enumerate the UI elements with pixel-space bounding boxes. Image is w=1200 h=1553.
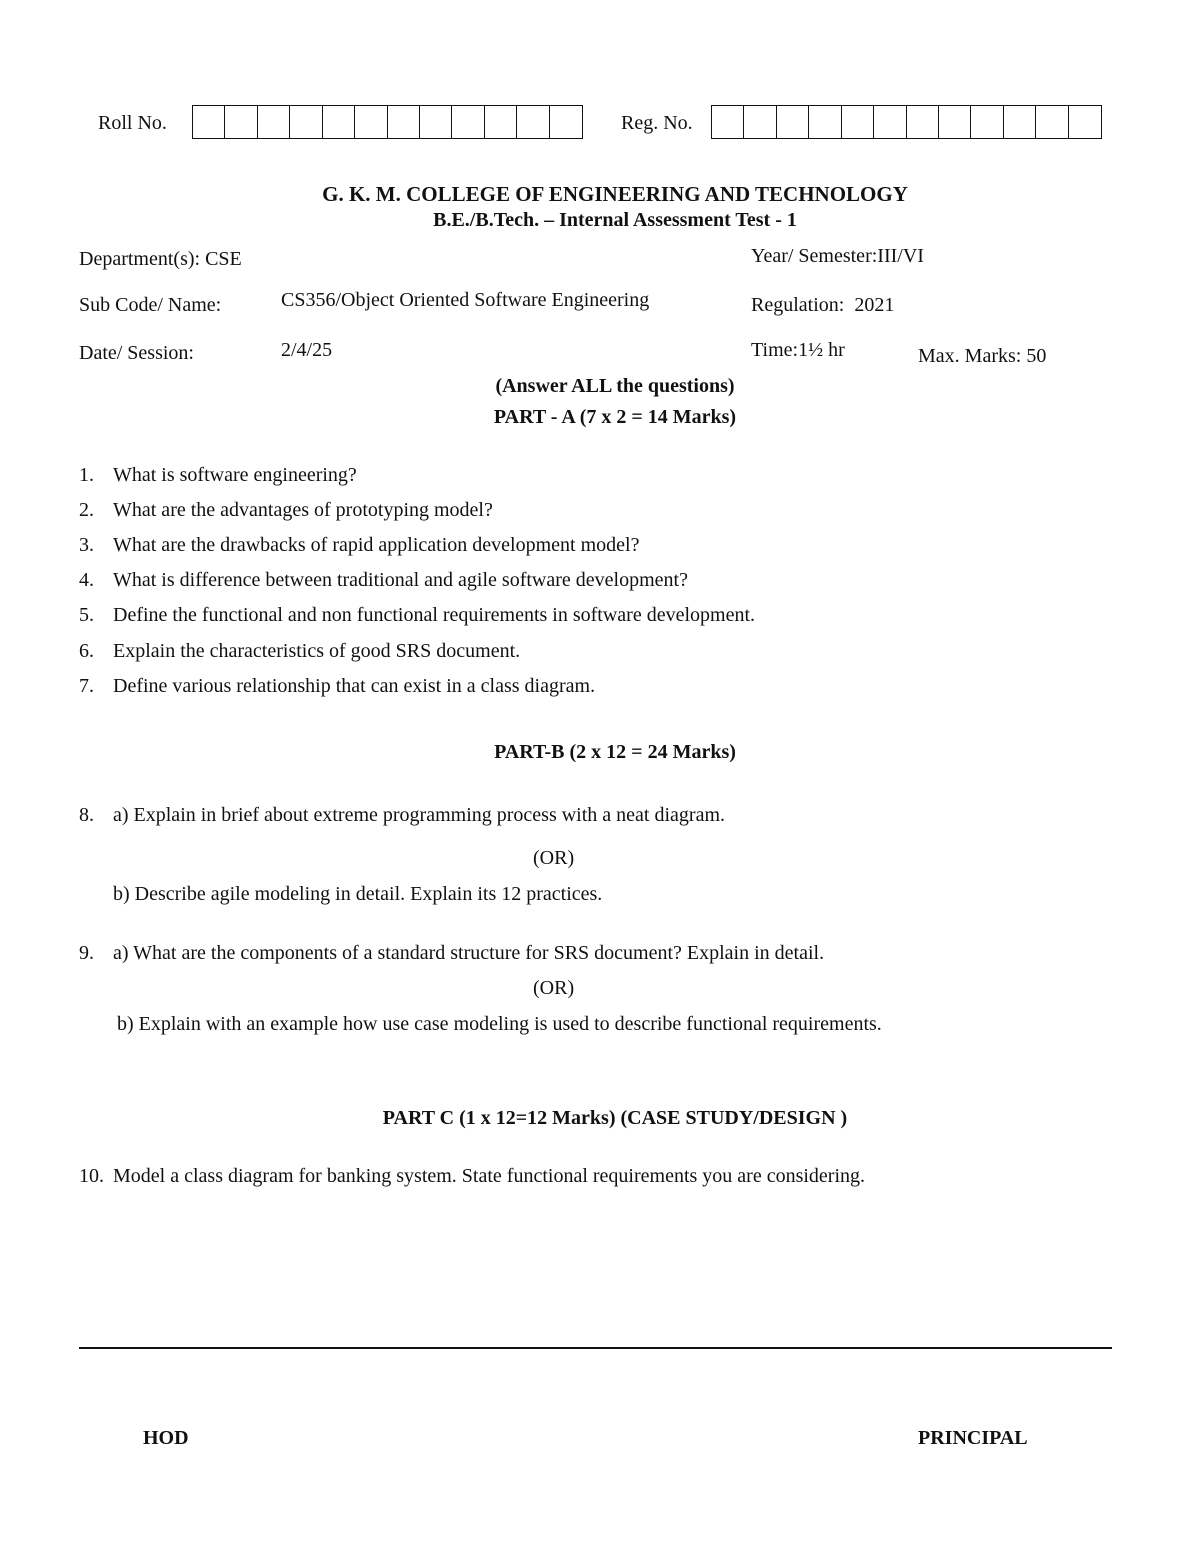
question-text: What are the advantages of prototyping model? — [113, 499, 493, 521]
max-marks-label: Max. Marks: — [918, 345, 1022, 367]
signature-principal: PRINCIPAL — [918, 1427, 1028, 1449]
question-text: Explain the characteristics of good SRS document. — [113, 640, 521, 662]
max-marks-value: 50 — [1026, 345, 1047, 367]
time-info — [751, 339, 845, 362]
question-9b-text: b) Explain with an example how use case modeling is used to describe functional requirements. — [117, 1013, 882, 1035]
reg-no-box[interactable] — [1036, 106, 1068, 138]
roll-no-label: Roll No. — [98, 112, 167, 134]
question-text: What is difference between traditional and agile software development? — [113, 569, 688, 591]
reg-no-box[interactable] — [971, 106, 1003, 138]
question-number: 7. — [79, 675, 94, 697]
question-9a-text: a) What are the components of a standard structure for SRS document? Explain in detail. — [113, 942, 825, 964]
reg-no-label: Reg. No. — [621, 112, 693, 134]
date-value: 2/4/25 — [281, 339, 333, 361]
reg-no-box[interactable] — [1004, 106, 1036, 138]
roll-no-box[interactable] — [452, 106, 484, 138]
regulation-info — [751, 294, 894, 317]
signature-hod: HOD — [143, 1427, 189, 1449]
part-b-heading: PART-B (2 x 12 = 24 Marks) — [494, 741, 736, 763]
question-text: Define various relationship that can exist in a class diagram. — [113, 675, 596, 697]
max-marks-info — [918, 345, 1046, 368]
reg-no-boxes[interactable] — [711, 105, 1102, 139]
roll-no-box[interactable] — [225, 106, 257, 138]
exam-title: B.E./B.Tech. – Internal Assessment Test - 1 — [433, 209, 797, 231]
department-label: Department(s): — [79, 248, 201, 270]
roll-no-box[interactable] — [290, 106, 322, 138]
subcode-value: CS356/Object Oriented Software Engineering — [281, 289, 650, 311]
reg-no-box[interactable] — [712, 106, 744, 138]
roll-no-box[interactable] — [323, 106, 355, 138]
question-number: 5. — [79, 604, 94, 626]
roll-no-box[interactable] — [485, 106, 517, 138]
part-c-heading: PART C (1 x 12=12 Marks) (CASE STUDY/DESIGN ) — [382, 1107, 848, 1129]
reg-no-box[interactable] — [842, 106, 874, 138]
question-8a-text: a) Explain in brief about extreme programming process with a neat diagram. — [113, 804, 726, 826]
roll-no-box[interactable] — [550, 106, 582, 138]
footer-divider — [79, 1347, 1112, 1349]
roll-no-box[interactable] — [420, 106, 452, 138]
question-text: Define the functional and non functional requirements in software development. — [113, 604, 756, 626]
regulation-label: Regulation: — [751, 294, 845, 316]
question-number: 2. — [79, 499, 94, 521]
question-8b-text: b) Describe agile modeling in detail. Explain its 12 practices. — [113, 883, 603, 905]
or-label: (OR) — [533, 847, 575, 869]
instruction: (Answer ALL the questions) — [495, 375, 735, 397]
roll-no-box[interactable] — [258, 106, 290, 138]
year-semester-label: Year/ Semester: — [751, 245, 878, 267]
roll-no-box[interactable] — [517, 106, 549, 138]
regulation-value: 2021 — [854, 294, 895, 316]
question-number: 1. — [79, 464, 94, 486]
time-label: Time: — [751, 339, 799, 361]
or-label: (OR) — [533, 977, 575, 999]
time-value: 1½ hr — [798, 339, 845, 361]
reg-no-box[interactable] — [777, 106, 809, 138]
date-label: Date/ Session: — [79, 342, 194, 364]
roll-no-box[interactable] — [388, 106, 420, 138]
question-number: 6. — [79, 640, 94, 662]
reg-no-box[interactable] — [809, 106, 841, 138]
subcode-label: Sub Code/ Name: — [79, 294, 222, 316]
reg-no-box[interactable] — [1069, 106, 1101, 138]
department-info — [79, 248, 242, 271]
reg-no-box[interactable] — [907, 106, 939, 138]
college-title: G. K. M. COLLEGE OF ENGINEERING AND TECHNOLOGY — [322, 182, 908, 206]
question-number: 9. — [79, 942, 94, 964]
year-semester-info — [751, 245, 924, 268]
roll-no-boxes[interactable] — [192, 105, 583, 139]
department-value: CSE — [205, 248, 242, 270]
question-text: What are the drawbacks of rapid application development model? — [113, 534, 640, 556]
question-number: 4. — [79, 569, 94, 591]
roll-no-box[interactable] — [355, 106, 387, 138]
reg-no-box[interactable] — [939, 106, 971, 138]
reg-no-box[interactable] — [874, 106, 906, 138]
question-number: 10. — [79, 1165, 104, 1187]
question-10-text: Model a class diagram for banking system. State functional requirements you are considering. — [113, 1165, 866, 1187]
part-a-heading: PART - A (7 x 2 = 14 Marks) — [493, 406, 737, 428]
question-number: 3. — [79, 534, 94, 556]
question-text: What is software engineering? — [113, 464, 357, 486]
year-semester-value: III/VI — [877, 245, 924, 267]
reg-no-box[interactable] — [744, 106, 776, 138]
question-number: 8. — [79, 804, 94, 826]
roll-no-box[interactable] — [193, 106, 225, 138]
